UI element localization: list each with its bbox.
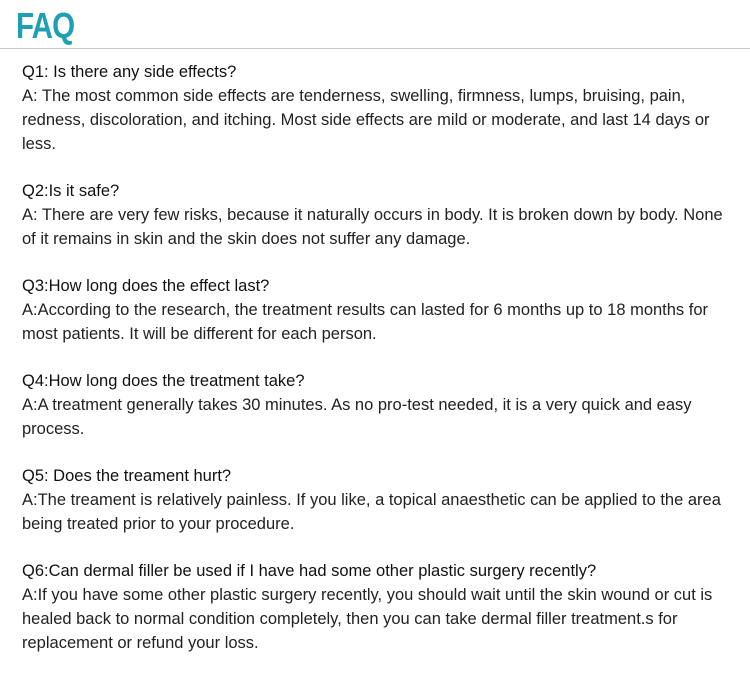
title-divider [0, 48, 750, 49]
faq-answer: A: The most common side effects are tenderness, swelling, firmness, lumps, bruising, pain, redness, discoloration, and itching. Most side effects are mild or moderate, and last 14 days or less. [22, 87, 710, 153]
faq-item-2 [22, 179, 738, 251]
faq-question: Q4:How long does the treatment take? [22, 372, 305, 390]
faq-answer: A:A treatment generally takes 30 minutes. As no pro-test needed, it is a very quick and easy process. [22, 396, 692, 438]
faq-question: Q5: Does the treament hurt? [22, 467, 232, 485]
faq-question: Q1: Is there any side effects? [22, 63, 237, 81]
faq-item-1 [22, 60, 738, 156]
faq-item-5 [22, 464, 738, 536]
faq-answer: A:According to the research, the treatment results can lasted for 6 months up to 18 months for most patients. It will be different for each person. [22, 301, 709, 343]
faq-question: Q2:Is it safe? [22, 182, 120, 200]
faq-item-4 [22, 369, 738, 441]
faq-question: Q6:Can dermal filler be used if I have had some other plastic surgery recently? [22, 562, 597, 580]
faq-question: Q3:How long does the effect last? [22, 277, 270, 295]
faq-answer: A: There are very few risks, because it naturally occurs in body. It is broken down by body. None of it remains in skin and the skin does not suffer any damage. [22, 206, 723, 248]
page-title: FAQ [16, 5, 75, 46]
faq-list [22, 60, 738, 678]
faq-item-3 [22, 274, 738, 346]
faq-answer: A:The treament is relatively painless. If you like, a topical anaesthetic can be applied to the area being treated prior to your procedure. [22, 491, 721, 533]
faq-answer: A:If you have some other plastic surgery recently, you should wait until the skin wound or cut is healed back to normal condition completely, then you can take dermal filler treatment.s for replacement or refund your loss. [22, 586, 713, 652]
faq-item-6 [22, 559, 738, 655]
